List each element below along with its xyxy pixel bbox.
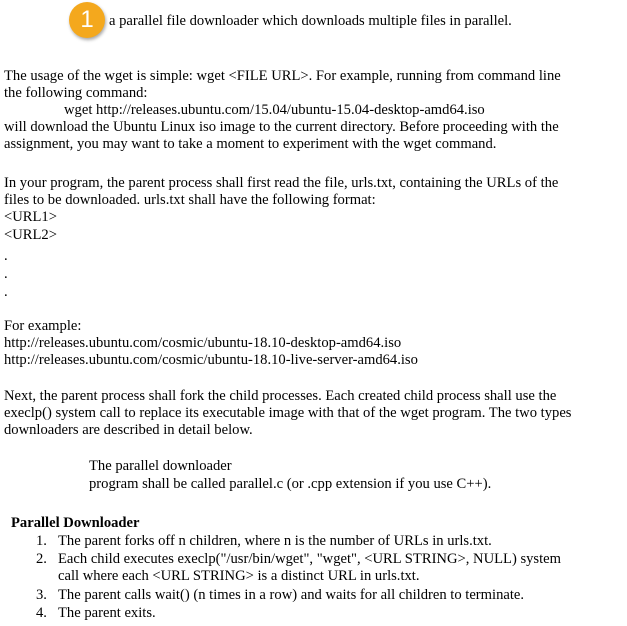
ellipsis-dot-3: . <box>4 284 8 300</box>
list-item: The parent forks off n children, where n is the number of URLs in urls.txt. <box>58 533 492 549</box>
url-placeholder-2: <URL2> <box>4 227 57 243</box>
url-placeholder-1: <URL1> <box>4 209 57 225</box>
list-number: 2. <box>36 551 47 567</box>
list-item: The parent calls wait() (n times in a row) and waits for all children to terminate. <box>58 587 525 603</box>
para1-line-2: the following command: <box>4 85 148 101</box>
list-number: 1. <box>36 533 47 549</box>
para1-line-5: assignment, you may want to take a moment to experiment with the wget command. <box>4 136 497 152</box>
para1-line-1: The usage of the wget is simple: wget <FILE URL>. For example, running from command line <box>4 68 561 84</box>
wget-command: wget http://releases.ubuntu.com/15.04/ubuntu-15.04-desktop-amd64.iso <box>64 102 485 118</box>
list-item: The parent exits. <box>58 605 156 621</box>
example-url-1: http://releases.ubuntu.com/cosmic/ubuntu-18.10-desktop-amd64.iso <box>4 335 402 351</box>
para3-line-3: downloaders are described in detail below. <box>4 422 253 438</box>
list-number: 4. <box>36 605 47 621</box>
para2-line-2: files to be downloaded. urls.txt shall have the following format: <box>4 192 376 208</box>
header-text: a parallel file downloader which downloads multiple files in parallel. <box>109 13 512 29</box>
example-label: For example: <box>4 318 82 334</box>
list-number: 3. <box>36 587 47 603</box>
para3-line-1: Next, the parent process shall fork the child processes. Each created child process shall use the <box>4 388 557 404</box>
list-item: Each child executes execlp("/usr/bin/wget", "wget", <URL STRING>, NULL) system <box>58 551 561 567</box>
ellipsis-dot-1: . <box>4 248 8 264</box>
para2-line-1: In your program, the parent process shall first read the file, urls.txt, containing the URLs of the <box>4 175 559 191</box>
step-number-badge: 1 <box>69 2 105 38</box>
indented-line-1: The parallel downloader <box>89 458 232 474</box>
section-title: Parallel Downloader <box>11 515 140 531</box>
example-url-2: http://releases.ubuntu.com/cosmic/ubuntu-18.10-live-server-amd64.iso <box>4 352 418 368</box>
indented-line-2: program shall be called parallel.c (or .cpp extension if you use C++). <box>89 476 492 492</box>
para1-line-4: will download the Ubuntu Linux iso image to the current directory. Before proceeding with the <box>4 119 559 135</box>
ellipsis-dot-2: . <box>4 266 8 282</box>
list-item-continuation: call where each <URL STRING> is a distinct URL in urls.txt. <box>58 568 420 584</box>
para3-line-2: execlp() system call to replace its executable image with that of the wget program. The two types <box>4 405 572 421</box>
